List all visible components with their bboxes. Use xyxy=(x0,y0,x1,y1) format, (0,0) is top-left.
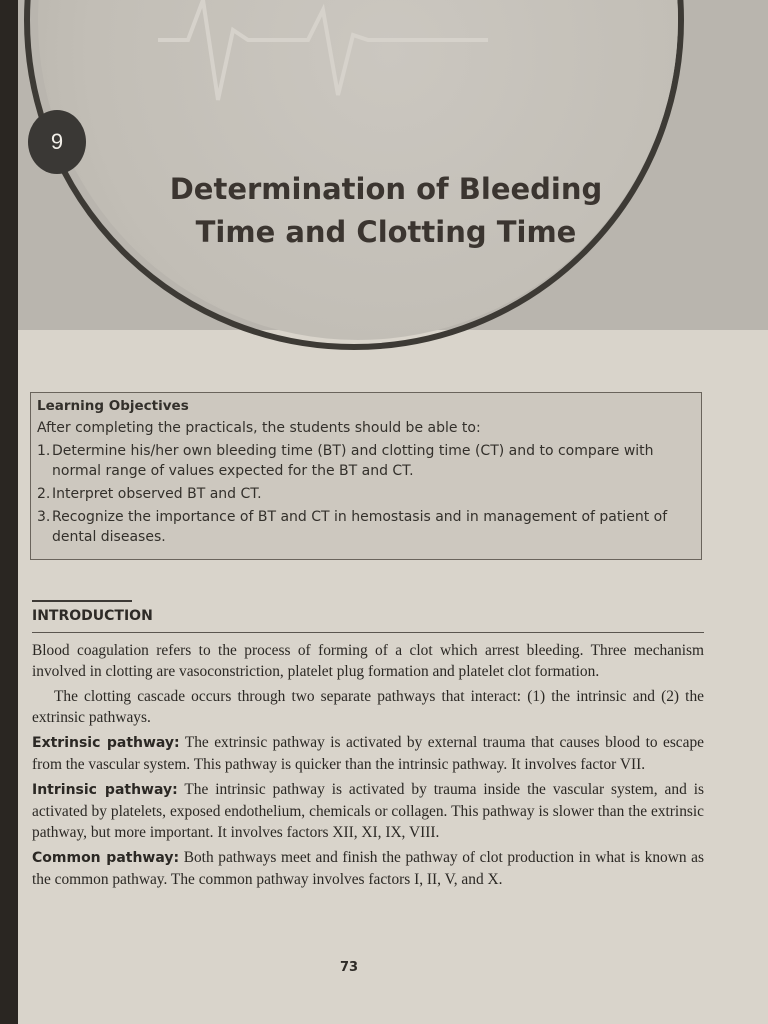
objective-item xyxy=(37,507,695,547)
page-number: 73 xyxy=(340,960,359,975)
objectives-list xyxy=(37,441,695,547)
chapter-number: 9 xyxy=(50,129,64,154)
paragraph-intrinsic xyxy=(32,779,704,843)
objective-text: Determine his/her own bleeding time (BT) and clotting time (CT) and to compare with normal range of values expected for the BT and CT. xyxy=(52,443,654,479)
objective-number: 2. xyxy=(37,486,51,502)
objective-number: 3. xyxy=(37,509,51,525)
objectives-intro: After completing the practicals, the students should be able to: xyxy=(37,420,481,436)
section-accent-rule xyxy=(32,600,132,602)
chapter-title-line2: Time and Clotting Time xyxy=(195,215,577,249)
objectives-heading: Learning Objectives xyxy=(37,398,189,414)
introduction-body xyxy=(32,640,704,894)
extrinsic-text: The extrinsic pathway is activated by external trauma that causes blood to escape from the vascular system. This pathway is quicker than the intrinsic pathway. It involves factor VII. xyxy=(32,734,704,773)
ecg-line-icon xyxy=(158,0,578,120)
chapter-title-line1: Determination of Bleeding xyxy=(169,172,603,206)
introduction-heading: INTRODUCTION xyxy=(32,608,153,624)
section-divider xyxy=(32,632,704,633)
objective-text: Interpret observed BT and CT. xyxy=(52,486,262,502)
paragraph-common xyxy=(32,847,704,890)
learning-objectives-box xyxy=(30,392,702,560)
objective-item xyxy=(37,441,695,481)
paragraph-extrinsic xyxy=(32,732,704,775)
common-text: Both pathways meet and finish the pathway of clot production in what is known as the common pathway. The common pathway involves factors I, II, V, and X. xyxy=(32,849,704,888)
extrinsic-term: Extrinsic pathway: xyxy=(32,735,180,751)
intrinsic-text: The intrinsic pathway is activated by trauma inside the vascular system, and is activated by platelets, exposed endothelium, chemicals or collagen. This pathway is slower than the extrinsic pathway, but more important. It involves factors XII, XI, IX, VIII. xyxy=(32,781,704,841)
objective-text: Recognize the importance of BT and CT in hemostasis and in management of patient of dental diseases. xyxy=(52,509,668,545)
paragraph-coagulation: Blood coagulation refers to the process of forming of a clot which arrest bleeding. Three mechanism involved in clotting are vasoconstriction, platelet plug formation and platelet clot formation. xyxy=(32,642,704,680)
common-term: Common pathway: xyxy=(32,850,180,866)
chapter-title xyxy=(106,168,666,254)
objective-number: 1. xyxy=(37,443,51,459)
chapter-number-badge xyxy=(28,110,86,174)
book-page xyxy=(18,0,768,1024)
paragraph-cascade: The clotting cascade occurs through two separate pathways that interact: (1) the intrinsic and (2) the extrinsic pathways. xyxy=(32,688,704,726)
objective-item xyxy=(37,484,695,504)
chapter-header-band xyxy=(18,0,768,330)
intrinsic-term: Intrinsic pathway: xyxy=(32,782,178,798)
